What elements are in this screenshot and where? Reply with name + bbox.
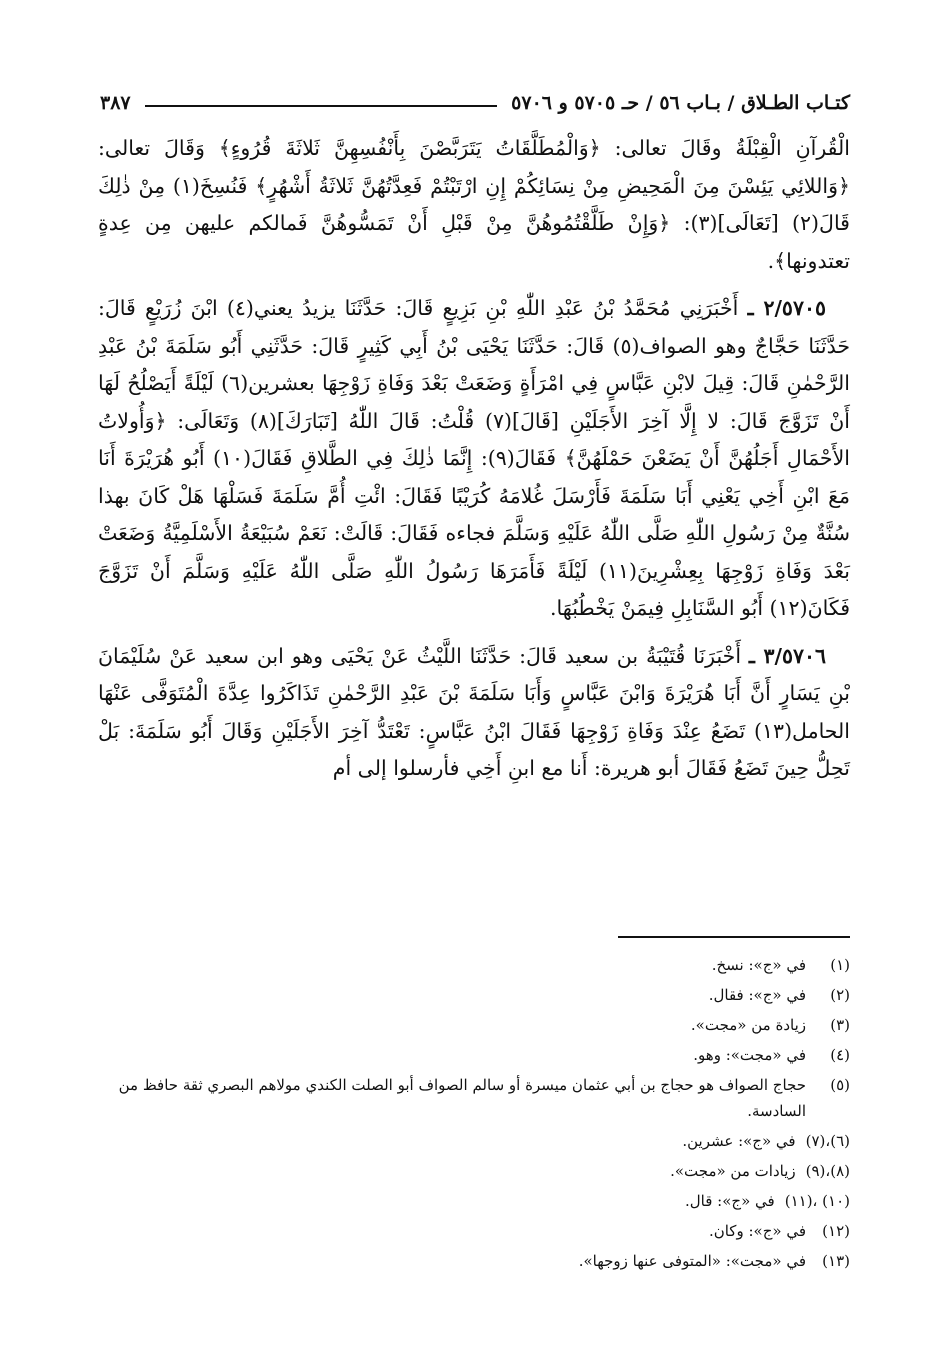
hadith-number: ٣/٥٧٠٦ ـ [748, 643, 826, 668]
footnote [80, 952, 850, 978]
footnote [80, 1158, 850, 1184]
paragraph-text: الْقُرآنِ الْقِبْلَةُ وقَالَ تعالى: ﴿وَالْمُطَلَّقَاتُ يَتَرَبَّصْنَ بِأَنْفُسِهِنَّ ثَلاثَةَ قُرُوءٍ﴾ وَقَالَ تعالى: ﴿وَاللائِي يَئِسْنَ مِنَ الْمَحِيضِ مِنْ نِسَائِكُمْ إِنِ ارْتَبْتُمْ فَعِدَّتُهُنَّ ثَلاثَةُ أَشْهُرٍ﴾ فَنُسِخَ(١) مِنْ ذٰلِكَ قَالَ(٢) [تَعَالَى](٣): ﴿وَإِنْ طَلَّقْتُمُوهُنَّ مِنْ قَبْلِ أَنْ تَمَسُّوهُنَّ فَمالكم عليهن مِن عِدةٍ تعتدونها﴾. [98, 136, 850, 273]
footnote [80, 1042, 850, 1068]
footnote-number: (١٠) ،(١١) [784, 1192, 850, 1210]
footnote [80, 1218, 850, 1244]
footnote-number: (٣) [830, 1016, 850, 1034]
footnote-number: (٦)،(٧) [805, 1132, 850, 1150]
footnote-text: في «ج»: عشرين. [682, 1132, 796, 1150]
footnote-text: زيادة من «مجت». [690, 1016, 806, 1034]
page-number: ٣٨٧ [100, 92, 131, 114]
footnote [80, 1128, 850, 1154]
footnote-text: في «ج»: قال. [684, 1192, 775, 1210]
hadith-5705 [98, 290, 850, 628]
hadith-text: أَخْبَرَنِي مُحَمَّدُ بْنُ عَبْدِ اللّٰهِ بْنِ بَزِيعٍ قَالَ: حَدَّثَنَا يزيدُ يعني(٤) ابْنَ زُرَيْعٍ قَالَ: حَدَّثَنَا حَجَّاجٌ وهو الصواف(٥) قَالَ: حَدَّثَنَا يَحْيَى بْنُ أَبِي كَثِيرٍ قَالَ: حَدَّثَنِي أَبُو سَلَمَةَ بْنُ عَبْدِ الرَّحْمٰنِ قَالَ: قِيلَ لابْنِ عَبَّاسٍ فِي امْرَأَةٍ وَضَعَتْ بَعْدَ وَفَاةِ زَوْجِهَا بعشرين(٦) لَيْلَةً أَيَصْلُحُ لَهَا أَنْ تَزَوَّجَ قَالَ: لا إِلَّا آخِرَ الأَجَلَيْنِ [قَالَ](٧) قُلْتُ: قَالَ اللّٰهُ [تَبَارَكَ](٨) وَتَعَالَى: ﴿وَأُولاتُ الأَحْمَالِ أَجَلُهُنَّ أَنْ يَضَعْنَ حَمْلَهُنَّ﴾ فَقَالَ(٩): إِنَّمَا ذٰلِكَ فِي الطَّلاقِ فَقَالَ(١٠) أَبُو هُرَيْرَةَ أَنَا مَعَ ابْنِ أَخِي يَعْنِي أَبَا سَلَمَةَ فَأَرْسَلَ غُلامَهُ كُرَيْبًا فَقَالَ: ائْتِ أُمَّ سَلَمَةَ فَسَلْهَا هَلْ كَانَ بهذا سُنَّةٌ مِنْ رَسُولِ اللّٰهِ صَلَّى اللّٰهُ عَلَيْهِ وَسَلَّمَ فجاءه فَقَالَ: قَالَتْ: نَعَمْ سُبَيْعَةُ الأَسْلَمِيَّةُ وَضَعَتْ بَعْدَ وَفَاةِ زَوْجِهَا بِعِشْرِينَ(١١) لَيْلَةً فَأَمَرَهَا رَسُولُ اللّٰهِ صَلَّى اللّٰهُ عَلَيْهِ وَسَلَّمَ أَنْ تَزَوَّجَ فَكَانَ(١٢) أَبُو السَّنَابِلِ فِيمَنْ يَخْطُبُهَا. [98, 296, 851, 620]
header-rule [145, 105, 498, 107]
footnote [80, 1072, 850, 1124]
running-header [100, 82, 850, 114]
footnote-text: في «ج»: فقال. [708, 986, 806, 1004]
footnote-number: (١٢) [822, 1222, 850, 1240]
footnote-text: في «مجت»: «المتوفى عنها زوجها». [578, 1252, 806, 1270]
footnote [80, 982, 850, 1008]
footnote-number: (٤) [830, 1046, 850, 1064]
header-title: كتـاب الطـلاق / بـاب ٥٦ / حـ ٥٧٠٥ و ٥٧٠٦ [511, 92, 850, 114]
hadith-text: أَخْبَرَنَا قُتَيْبَةُ بن سعيد قَالَ: حَدَّثَنَا اللَّيْثُ عَنْ يَحْيَى وهو ابن سعيد عَنْ سُلَيْمَانَ بْنِ يَسَارٍ أَنَّ أَبَا هُرَيْرَةَ وَابْنَ عَبَّاسٍ وَأَبَا سَلَمَةَ بْنَ عَبْدِ الرَّحْمٰنِ تَذَاكَرُوا عِدَّةَ الْمُتَوَفَّى عَنْهَا الحامل(١٣) تَضَعُ عِنْدَ وَفَاةِ زَوْجِهَا فَقَالَ ابْنُ عَبَّاسٍ: تَعْتَدُّ آخِرَ الأَجَلَيْنِ وَقَالَ أَبُو سَلَمَةَ: بَلْ تَحِلُّ حِينَ تَضَعُ فَقَالَ أبو هريرة: أَنا مع ابنِ أَخِي فأرسلوا إلى أم [98, 643, 850, 780]
footnote-number: (١) [830, 956, 850, 974]
footnote-number: (٨)،(٩) [805, 1162, 850, 1180]
footnote [80, 1012, 850, 1038]
footnote-text: في «مجت»: وهو. [693, 1046, 806, 1064]
footnote-text: زيادات من «مجت». [670, 1162, 796, 1180]
footnote-text: حجاج الصواف هو حجاج بن أبي عثمان ميسرة أو سالم الصواف أبو الصلت الكندي مولاهم البصري ثقة حافظ من السادسة. [118, 1076, 806, 1120]
footnote-number: (٥) [830, 1076, 850, 1094]
footnote-text: في «ج»: نسخ. [711, 956, 806, 974]
footnote-number: (٢) [830, 986, 850, 1004]
footnote-number: (١٣) [822, 1252, 850, 1270]
paragraph-continuation [98, 130, 850, 280]
footnotes [80, 952, 850, 1278]
footnote-text: في «ج»: وكان. [708, 1222, 806, 1240]
footnote-separator [618, 936, 850, 938]
hadith-5706 [98, 638, 850, 788]
hadith-number: ٢/٥٧٠٥ ـ [747, 296, 826, 320]
footnote [80, 1188, 850, 1214]
main-text [98, 130, 850, 788]
footnote [80, 1248, 850, 1274]
